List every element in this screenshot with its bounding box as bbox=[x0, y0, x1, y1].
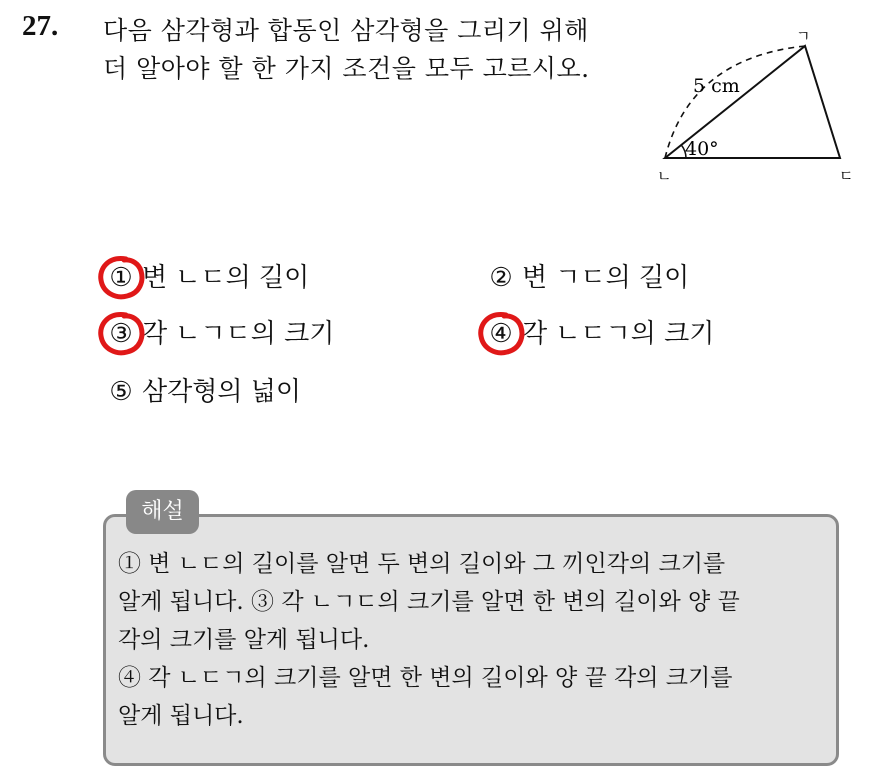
vertex-left-label: ㄴ bbox=[657, 167, 672, 185]
angle-label: 40° bbox=[685, 138, 719, 160]
vertex-top-label: ㄱ bbox=[796, 27, 811, 45]
explanation-line: 각의 크기를 알게 됩니다. bbox=[118, 627, 370, 653]
choice-text: 변 ㄱㄷ의 길이 bbox=[522, 263, 690, 293]
selection-stroke bbox=[101, 259, 142, 297]
choice-text: 변 ㄴㄷ의 길이 bbox=[142, 263, 310, 293]
explanation-line: 알게 됩니다. bbox=[118, 703, 244, 729]
choice-number: ① bbox=[109, 263, 133, 293]
choice-number: ⑤ bbox=[109, 377, 133, 407]
question-line: 다음 삼각형과 합동인 삼각형을 그리기 위해 bbox=[103, 16, 589, 45]
question-text bbox=[103, 12, 590, 88]
choice-number: ③ bbox=[109, 319, 133, 349]
explanation-line: ④ 각 ㄴㄷㄱ의 크기를 알면 한 변의 길이와 양 끝 각의 크기를 bbox=[118, 665, 733, 691]
choice-number: ④ bbox=[489, 319, 513, 349]
choice-text: 각 ㄴㄷㄱ의 크기 bbox=[522, 319, 715, 349]
choice-number: ② bbox=[489, 263, 513, 293]
question-number: 27. bbox=[22, 10, 59, 42]
vertex-right-label: ㄷ bbox=[839, 167, 854, 185]
selection-circle-3 bbox=[96, 309, 148, 359]
triangle-figure bbox=[640, 18, 870, 188]
explanation-line: 알게 됩니다. ③ 각 ㄴㄱㄷ의 크기를 알면 한 변의 길이와 양 끝 bbox=[118, 589, 740, 615]
explanation-text bbox=[118, 545, 833, 735]
explanation-line: ① 변 ㄴㄷ의 길이를 알면 두 변의 길이와 그 끼인각의 크기를 bbox=[118, 551, 726, 577]
selection-circle-4 bbox=[476, 309, 528, 359]
side-length-label: 5 cm bbox=[693, 75, 740, 97]
question-line: 더 알아야 할 한 가지 조건을 모두 고르시오. bbox=[103, 54, 590, 83]
selection-stroke bbox=[481, 315, 522, 353]
choice-text: 각 ㄴㄱㄷ의 크기 bbox=[142, 319, 335, 349]
selection-circle-1 bbox=[96, 253, 148, 303]
selection-stroke bbox=[101, 315, 142, 353]
explanation-tab: 해설 bbox=[126, 490, 199, 534]
choice-text: 삼각형의 넓이 bbox=[142, 377, 301, 407]
choice-5[interactable] bbox=[104, 372, 301, 412]
choice-2[interactable] bbox=[484, 258, 689, 298]
